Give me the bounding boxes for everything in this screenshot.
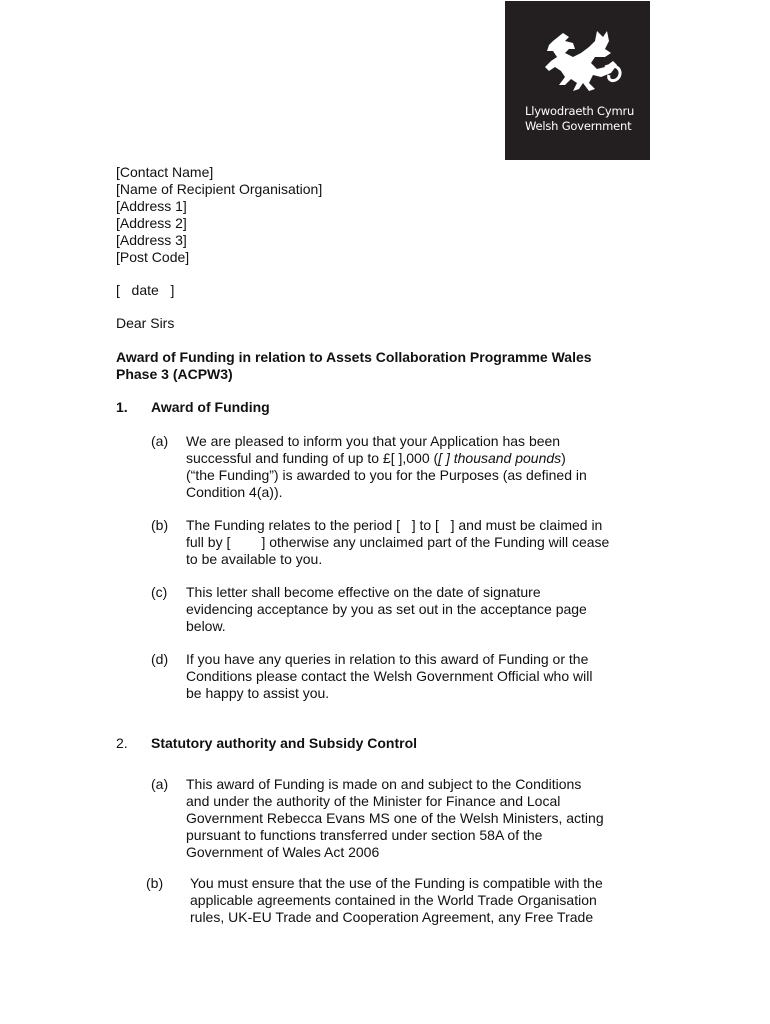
subject-line: Phase 3 (ACPW3) (116, 366, 233, 382)
clause-line: applicable agreements contained in the World Trade Organisation (190, 892, 597, 908)
address-line: [Contact Name] (116, 164, 214, 180)
address-line: [Address 3] (116, 232, 187, 248)
clause-text-italic: [ ] thousand pounds (438, 450, 562, 466)
logo-text-welsh: Llywodraeth Cymru (525, 104, 635, 118)
clause-text: successful and funding of up to £[ ],000 ( (186, 450, 439, 466)
clause-1b (186, 517, 609, 568)
clause-1a (186, 433, 587, 501)
clause-line: This letter shall become effective on the date of signature (186, 584, 541, 600)
section-title: Statutory authority and Subsidy Control (151, 735, 418, 751)
clause-label: (b) (151, 517, 169, 533)
clause-line: This award of Funding is made on and subject to the Conditions (186, 776, 582, 792)
clause-line: rules, UK-EU Trade and Cooperation Agreement, any Free Trade (190, 909, 594, 925)
address-line: [Name of Recipient Organisation] (116, 181, 323, 197)
clause-line: We are pleased to inform you that your Application has been (186, 433, 561, 449)
clause-2b (190, 875, 603, 926)
letter-date: [ date ] (116, 282, 175, 298)
clause-line: (“the Funding”) is awarded to you for the Purposes (as defined in (186, 467, 587, 483)
clause-line: full by [ ] otherwise any unclaimed part of the Funding will cease (186, 534, 610, 550)
letter-subject (116, 349, 592, 383)
clause-line: Conditions please contact the Welsh Government Official who will (186, 668, 593, 684)
salutation: Dear Sirs (116, 315, 175, 331)
clause-label: (a) (151, 433, 169, 449)
subject-line: Award of Funding in relation to Assets Collaboration Programme Wales (116, 349, 592, 365)
logo-text-english: Welsh Government (525, 119, 632, 133)
section-number: 2. (116, 735, 128, 751)
section-title: Award of Funding (151, 399, 270, 415)
address-line: [Address 2] (116, 215, 187, 231)
clause-1d (186, 651, 592, 702)
clause-line: to be available to you. (186, 551, 323, 567)
section-number: 1. (116, 399, 128, 415)
clause-line: and under the authority of the Minister for Finance and Local (186, 793, 561, 809)
clause-label: (d) (151, 651, 169, 667)
clause-line: Government Rebecca Evans MS one of the Welsh Ministers, acting (186, 810, 604, 826)
clause-line: pursuant to functions transferred under section 58A of the (186, 827, 543, 843)
recipient-address (116, 164, 322, 266)
dragon-icon (535, 27, 625, 97)
clause-label: (b) (146, 875, 164, 891)
address-line: [Post Code] (116, 249, 190, 265)
clause-label: (a) (151, 776, 169, 792)
clause-2a (186, 776, 604, 861)
welsh-government-logo (505, 1, 650, 160)
clause-text: ) (561, 450, 566, 466)
clause-line: If you have any queries in relation to this award of Funding or the (186, 651, 589, 667)
clause-line: be happy to assist you. (186, 685, 330, 701)
clause-line: Condition 4(a)). (186, 484, 283, 500)
clause-line (186, 450, 587, 467)
clause-label: (c) (151, 584, 168, 600)
clause-line: Government of Wales Act 2006 (186, 844, 380, 860)
clause-line: The Funding relates to the period [ ] to [ ] and must be claimed in (186, 517, 603, 533)
address-line: [Address 1] (116, 198, 187, 214)
clause-line: below. (186, 618, 226, 634)
clause-1c (186, 584, 587, 635)
clause-line: You must ensure that the use of the Funding is compatible with the (190, 875, 603, 891)
clause-line: evidencing acceptance by you as set out in the acceptance page (186, 601, 587, 617)
